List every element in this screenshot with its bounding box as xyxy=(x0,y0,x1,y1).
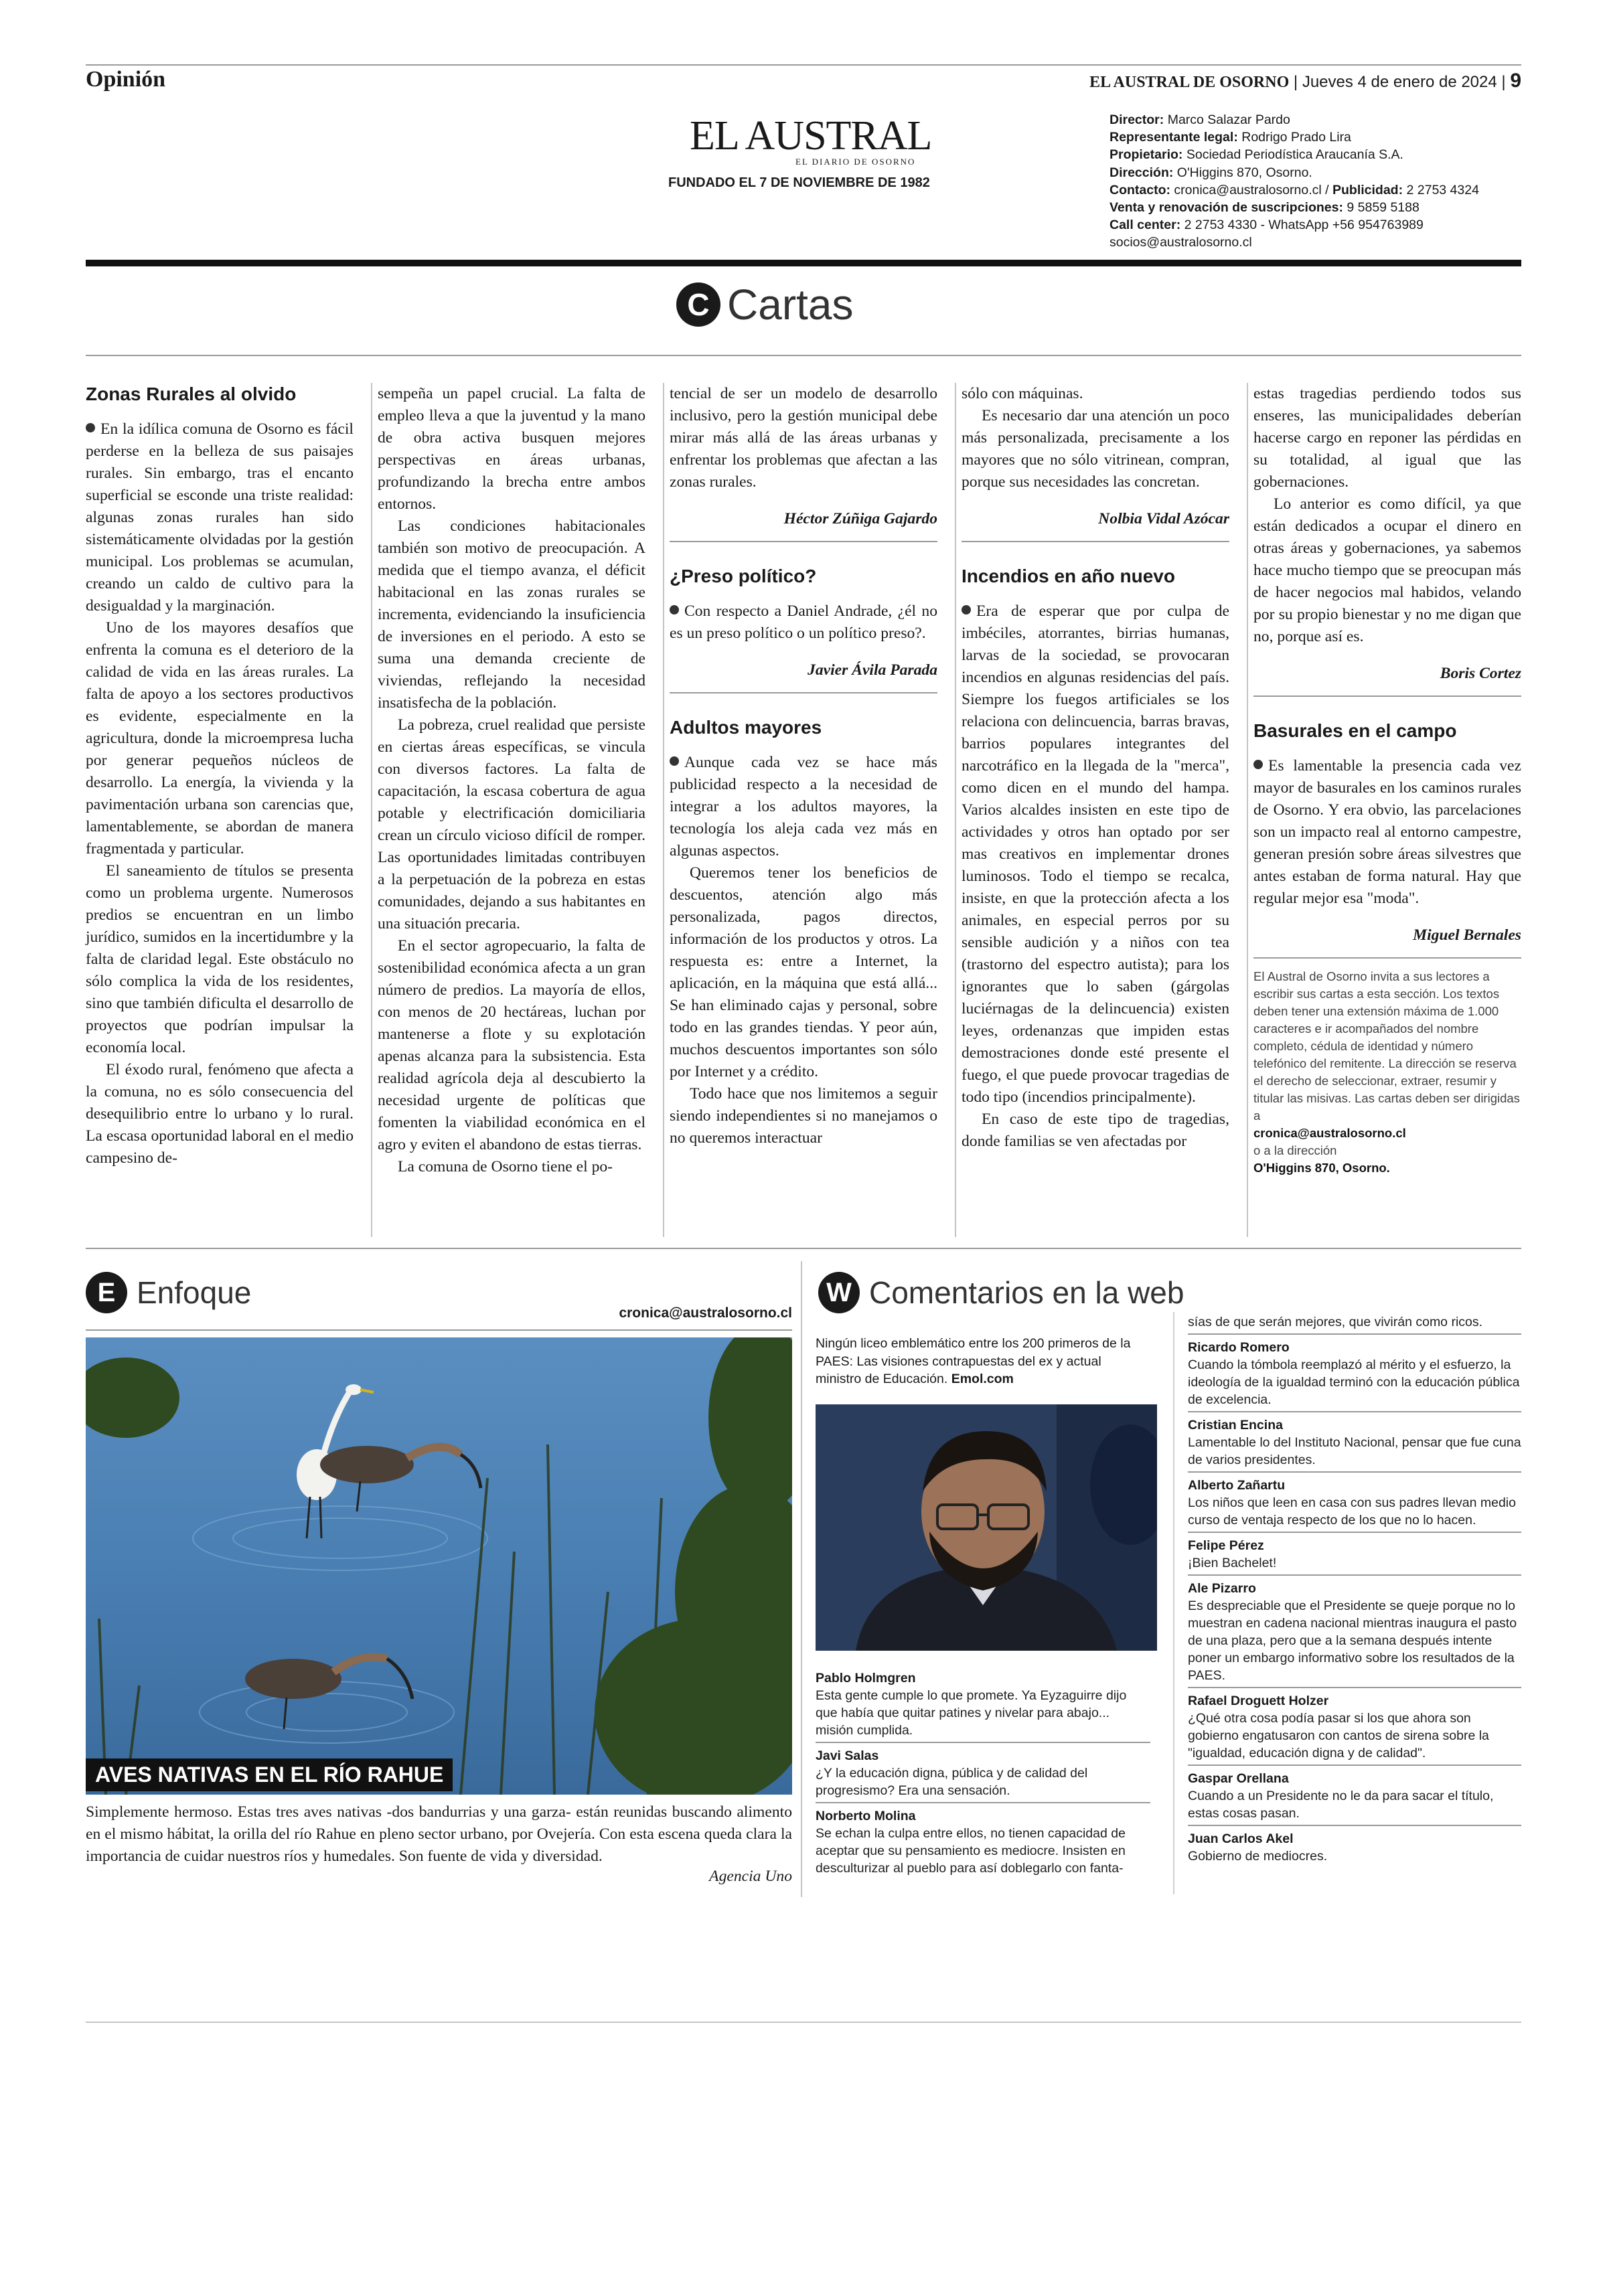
comment-text: ¿Qué otra cosa podía pasar si los que ahora son gobierno engatusaron con cantos de sirena sobre la "igualdad, educación digna y de calidad". xyxy=(1188,1711,1489,1760)
letter-column-1 xyxy=(86,383,354,1169)
enfoque-email[interactable]: cronica@australosorno.cl xyxy=(619,1305,792,1321)
comment-author: Ale Pizarro xyxy=(1188,1581,1256,1596)
letter-signature: Miguel Bernales xyxy=(1413,926,1521,944)
cartas-badge: C xyxy=(676,282,720,327)
comment xyxy=(1188,1830,1521,1865)
letter-separator xyxy=(1253,695,1521,697)
comment xyxy=(1188,1692,1521,1762)
letter-paragraph: sempeña un papel crucial. La falta de empleo lleva a que la juventud y la mano de obra activa busquen mejores perspectivas en áreas urbanas, profundizando la brecha entre ambos entornos. xyxy=(378,385,645,513)
web-header xyxy=(818,1272,1184,1313)
letter-paragraph: Con respecto a Daniel Andrade, ¿él no es un preso político o un político preso?. xyxy=(670,602,937,642)
comment-text: Cuando a un Presidente no le da para sacar el título, estas cosas pasan. xyxy=(1188,1789,1494,1821)
comment-author: Felipe Pérez xyxy=(1188,1538,1264,1553)
comment-separator xyxy=(1188,1532,1521,1533)
section-title: Opinión xyxy=(86,67,166,92)
letter-paragraph: El saneamiento de títulos se presenta como un problema urgente. Numerosos predios se encuentran en un limbo jurídico, sumidos en la incertidumbre y la falta de claridad legal. Este obstáculo no sólo complica la vida de los residentes, sino que también dificulta el desarrollo de proyectos que podrían impulsar la economía local. xyxy=(86,862,354,1056)
page-meta: EL AUSTRAL DE OSORNO | Jueves 4 de enero de 2024 | 9 xyxy=(1089,70,1521,92)
comment xyxy=(816,1747,1150,1799)
letter-separator xyxy=(1253,957,1521,959)
letter-paragraph: En la idílica comuna de Osorno es fácil perderse en la belleza de sus paisajes rurales. Sin embargo, tras el encanto superficial se esconde una triste realidad: algunas zonas rurales han sido sistemáticamente olvidadas por la gestión municipal. Los problemas se acumulan, creando un caldo de cultivo para la desigualdad y la marginación. xyxy=(86,420,354,614)
comment-separator xyxy=(1188,1411,1521,1412)
letter-paragraph: Queremos tener los beneficios de descuentos, atención algo más personalizada, pagos directos, información de los productos y otros. La respuesta es: entre a Internet, la aplicación, en la máquina que está allá... Se han eliminado cajas y personal, sobre todo en las grandes tiendas. Y peor aún, muchos descuentos importantes son sólo por Internet y a crédito. xyxy=(670,864,937,1080)
comment xyxy=(1188,1537,1521,1572)
comment-text: Lamentable lo del Instituto Nacional, pensar que fue cuna de varios presidentes. xyxy=(1188,1435,1521,1467)
comment-text: Esta gente cumple lo que promete. Ya Eyzaguirre dijo que había que quitar patines y nivelar para abajo... misión cumplida. xyxy=(816,1688,1127,1738)
comment-separator xyxy=(1188,1574,1521,1576)
letter-paragraph: tencial de ser un modelo de desarrollo inclusivo, pero la gestión municipal debe mirar más allá de las áreas urbanas y enfrentar los problemas que afectan a las zonas rurales. xyxy=(670,385,937,491)
comment-separator xyxy=(1188,1333,1521,1335)
comment xyxy=(1188,1339,1521,1408)
staff-box xyxy=(1109,111,1479,252)
masthead-subtitle: EL DIARIO DE OSORNO xyxy=(795,157,916,167)
submission-address: O'Higgins 870, Osorno. xyxy=(1253,1161,1390,1175)
letter-paragraph: Uno de los mayores desafíos que enfrenta la comuna es el deterioro de la calidad de vida en las áreas rurales. La falta de apoyo a los sectores productivos es evidente, especialmente en la agricultura, donde la microempresa lucha por generar pequeños núcleos de desarrollo. La energía, la vivienda y la pavimentación urbana son carencias que, lamentablemente, se abordan de manera fragmentada y particular. xyxy=(86,619,354,857)
enfoque-badge: E xyxy=(86,1272,127,1313)
comments-right xyxy=(1188,1313,1521,1865)
comment-author: Cristian Encina xyxy=(1188,1418,1283,1432)
founded-line: FUNDADO EL 7 DE NOVIEMBRE DE 1982 xyxy=(668,175,930,190)
bullet-icon xyxy=(670,605,679,614)
staff-line: Propietario: Sociedad Periodística Araucanía S.A. xyxy=(1109,147,1403,163)
comment-separator xyxy=(1188,1687,1521,1688)
letter-column-4 xyxy=(962,383,1229,1153)
letter-paragraph: La pobreza, cruel realidad que persiste en ciertas áreas específicas, se vincula con diversos factores. La falta de capacitación, la escasa cobertura de agua potable y electrificación domiciliaria crean un círculo vicioso difícil de romper. Las oportunidades limitadas contribuyen a la perpetuación de la pobreza en estas comunidades, dejando a sus habitantes en una situación precaria. xyxy=(378,716,645,932)
comment-author: Ricardo Romero xyxy=(1188,1340,1290,1355)
letter-column-3 xyxy=(670,383,937,1149)
comment-text: Gobierno de mediocres. xyxy=(1188,1849,1328,1864)
web-source[interactable]: Emol.com xyxy=(951,1372,1014,1386)
letter-paragraph: Aunque cada vez se hace más publicidad respecto a la necesidad de integrar a los adultos mayores, la tecnología los aleja cada vez más en algunas aspectos. xyxy=(670,754,937,859)
comment-author: Gaspar Orellana xyxy=(1188,1771,1289,1786)
letter-paragraph: sólo con máquinas. xyxy=(962,385,1083,402)
comment-author: Alberto Zañartu xyxy=(1188,1478,1286,1493)
letter-separator xyxy=(670,541,937,542)
letter-paragraph: Lo anterior es como difícil, ya que están dedicados a ocupar el dinero en otras áreas y gobernaciones, ya sabemos hace mucho tiempo que se preocupan más de hacer negocios mal habidos, velando por su propio bienestar y no me digan que no, porque así es. xyxy=(1253,495,1521,645)
letter-paragraph: Es lamentable la presencia cada vez mayor de basurales en los caminos rurales de Osorno. Y era obvio, las parcelaciones son un impacto real al entorno campestre, generan presión sobre áreas silvestres que antes estaban de forma natural. Hay que regular mejor esa "moda". xyxy=(1253,757,1521,907)
letter-separator xyxy=(962,541,1229,542)
letter-separator xyxy=(670,692,937,693)
issue-date: Jueves 4 de enero de 2024 xyxy=(1302,73,1497,91)
comment xyxy=(816,1669,1150,1739)
letter-paragraph: Las condiciones habitacionales también son motivo de preocupación. A medida que el tiempo avanza, el déficit habitacional en las zonas rurales se incrementa, evidenciando la insuficiencia de inversiones en el periodo. A esto se suma una demanda creciente de viviendas, reflejando la necesidad insatisfecha de la población. xyxy=(378,517,645,712)
letter-headline: Incendios en año nuevo xyxy=(962,566,1175,586)
comment xyxy=(1188,1580,1521,1684)
submission-email[interactable]: cronica@australosorno.cl xyxy=(1253,1126,1406,1140)
bullet-icon xyxy=(1253,760,1263,769)
web-badge: W xyxy=(818,1272,860,1313)
comment-text: Cuando la tómbola reemplazó al mérito y el esfuerzo, la ideología de la igualdad terminó con la educación pública de excelencia. xyxy=(1188,1358,1520,1407)
enfoque-header xyxy=(86,1272,251,1313)
masthead-logo: EL AUSTRAL xyxy=(690,113,932,159)
comment-text: Se echan la culpa entre ellos, no tienen capacidad de aceptar que su pensamiento es mediocre. Insisten en desculturizar al pueblo para así doblegarlo con fanta- xyxy=(816,1826,1126,1876)
cartas-title: Cartas xyxy=(727,280,854,329)
letter-column-2 xyxy=(378,383,645,1178)
newspaper-name: EL AUSTRAL DE OSORNO xyxy=(1089,74,1290,91)
comment xyxy=(1188,1477,1521,1529)
bullet-icon xyxy=(962,605,971,614)
letter-paragraph: Todo hace que nos limitemos a seguir siendo independientes si no manejamos o no queremos interactuar xyxy=(670,1085,937,1147)
letter-headline: Adultos mayores xyxy=(670,717,822,738)
submission-info: El Austral de Osorno invita a sus lectores a escribir sus cartas a esta sección. Los textos deben tener una extensión máxima de 1.000 caracteres e ir acompañados del nombre completo, cédula de identidad y número telefónico del remitente. La dirección se reserva el derecho de seleccionar, extraer, resumir y titular las misivas. Las cartas deben ser dirigidas a cronica@australosorno.cl o a la dirección O'Higgins 870, Osorno. xyxy=(1253,969,1520,1175)
letter-signature: Nolbia Vidal Azócar xyxy=(1098,510,1229,527)
comment-continuation: sías de que serán mejores, que vivirán como ricos. xyxy=(1188,1315,1483,1329)
comment-separator xyxy=(816,1742,1150,1743)
letter-headline: ¿Preso político? xyxy=(670,566,817,586)
letter-paragraph: estas tragedias perdiendo todos sus enseres, las municipalidades deberían hacerse cargo en reponer las pérdidas en su totalidad, al igual que las gobernaciones. xyxy=(1253,385,1521,491)
comment xyxy=(1188,1416,1521,1469)
comment xyxy=(1188,1770,1521,1822)
letter-paragraph: En caso de este tipo de tragedias, donde familias se ven afectadas por xyxy=(962,1111,1229,1150)
staff-line: Director: Marco Salazar Pardo xyxy=(1109,112,1290,127)
letter-paragraph: Es necesario dar una atención un poco más personalizada, precisamente a los mayores que no sólo vitrinean, compran, porque sus necesidades las concretan. xyxy=(962,407,1229,491)
page-number: 9 xyxy=(1510,70,1521,92)
letter-column-5 xyxy=(1253,383,1521,1177)
comment-author: Pablo Holmgren xyxy=(816,1671,916,1686)
letter-paragraph: El éxodo rural, fenómeno que afecta a la comuna, no es sólo consecuencia del desequilibrio entre lo urbano y lo rural. La escasa oportunidad laboral en el medio campesino de- xyxy=(86,1061,354,1167)
comment-separator xyxy=(1188,1765,1521,1766)
letter-signature: Boris Cortez xyxy=(1440,665,1521,682)
letter-paragraph: En el sector agropecuario, la falta de sostenibilidad económica afecta a un gran número de predios. La mayoría de ellos, con menos de 20 hectáreas, luchan por mantenerse a flote y su explotación apenas alcanza para la subsistencia. Esta realidad agrícola deja al descubierto la necesidad urgente de políticas que fomenten la viabilidad económica en el agro y eviten el abandono de estas tierras. xyxy=(378,937,645,1153)
birds-photo xyxy=(86,1337,792,1795)
comment-text: ¡Bien Bachelet! xyxy=(1188,1556,1277,1570)
web-intro: Ningún liceo emblemático entre los 200 primeros de la PAES: Las visiones contrapuestas del ex y actual ministro de Educación. Emol.com xyxy=(816,1336,1131,1386)
comment-separator xyxy=(816,1802,1150,1803)
comment-text: Es despreciable que el Presidente se queje porque no lo muestran en cadena nacional mientras inaugura el pasto de una plaza, pero que a la semana después intente poner un embargo informativo sobre los resultados de la PAES. xyxy=(1188,1598,1517,1683)
staff-line: socios@australosorno.cl xyxy=(1109,235,1252,250)
comment-text: ¿Y la educación digna, pública y de calidad del progresismo? Era una sensación. xyxy=(816,1766,1088,1798)
letter-headline: Basurales en el campo xyxy=(1253,720,1457,741)
comments-left xyxy=(816,1669,1150,1877)
staff-line: Dirección: O'Higgins 870, Osorno. xyxy=(1109,165,1312,180)
photo-caption-bar: AVES NATIVAS EN EL RÍO RAHUE xyxy=(86,1758,453,1791)
comment-text: Los niños que leen en casa con sus padres llevan medio curso de ventaja respecto de los que no lo hacen. xyxy=(1188,1495,1516,1528)
bullet-icon xyxy=(670,756,679,766)
header-divider xyxy=(86,260,1521,266)
bullet-icon xyxy=(86,423,95,432)
comment-separator xyxy=(1188,1825,1521,1826)
staff-line: Venta y renovación de suscripciones: 9 5859 5188 xyxy=(1109,200,1420,216)
comment-author: Norberto Molina xyxy=(816,1809,916,1823)
letter-signature: Héctor Zúñiga Gajardo xyxy=(783,510,937,527)
staff-line: Representante legal: Rodrigo Prado Lira xyxy=(1109,130,1351,145)
letter-paragraph: Era de esperar que por culpa de imbéciles, atorrantes, birrias humanas, larvas de la sociedad, se provocaran incendios en algunas residencias del país. Siempre los fuegos artificiales se los relaciona con delincuencia, barras bravas, barrios populares integrantes del narcotráfico en la llegada de la "merca", como dicen en el mundo del hampa. Varios alcaldes insisten en este tipo de actividades y otros han optado por ser mas creativos en implementar drones luminosos. Todo el tiempo se recalca, insiste, en que la protección afecta a los animales, en especial perros por su sensible audición y a niños con tea (trastorno del espectro autista); para los ignorantes que lo saben (gárgolas luciérnagas de la delincuencia) existen leyes, ordenanzas que impiden estas demostraciones donde esté presente el fuego, el que puede provocar tragedias de todo tipo (incendios principalmente). xyxy=(962,602,1229,1106)
staff-line: Contacto: cronica@australosorno.cl / Publicidad: 2 2753 4324 xyxy=(1109,182,1479,197)
comment xyxy=(816,1807,1150,1877)
comment-author: Juan Carlos Akel xyxy=(1188,1831,1294,1846)
comment-separator xyxy=(1188,1471,1521,1473)
enfoque-title: Enfoque xyxy=(137,1275,252,1310)
comment-author: Javi Salas xyxy=(816,1748,879,1763)
photo-caption-text: Simplemente hermoso. Estas tres aves nativas -dos bandurrias y una garza- están reunidas buscando alimento en el mismo hábitat, la orilla del río Rahue en pleno sector urbano, por Ovejería. Con esta escena queda clara la importancia de cuidar nuestros ríos y humedales. Son fuente de vida y diversidad. xyxy=(86,1803,792,1865)
comment-author: Rafael Droguett Holzer xyxy=(1188,1694,1329,1708)
letter-paragraph: La comuna de Osorno tiene el po- xyxy=(398,1158,613,1175)
letter-headline: Zonas Rurales al olvido xyxy=(86,384,297,404)
letter-signature: Javier Ávila Parada xyxy=(808,661,937,679)
staff-line: Call center: 2 2753 4330 - WhatsApp +56 954763989 xyxy=(1109,218,1424,233)
web-title: Comentarios en la web xyxy=(869,1275,1184,1310)
cartas-header xyxy=(676,280,854,329)
minister-photo xyxy=(816,1404,1157,1651)
photo-credit: Agencia Uno xyxy=(709,1868,792,1885)
